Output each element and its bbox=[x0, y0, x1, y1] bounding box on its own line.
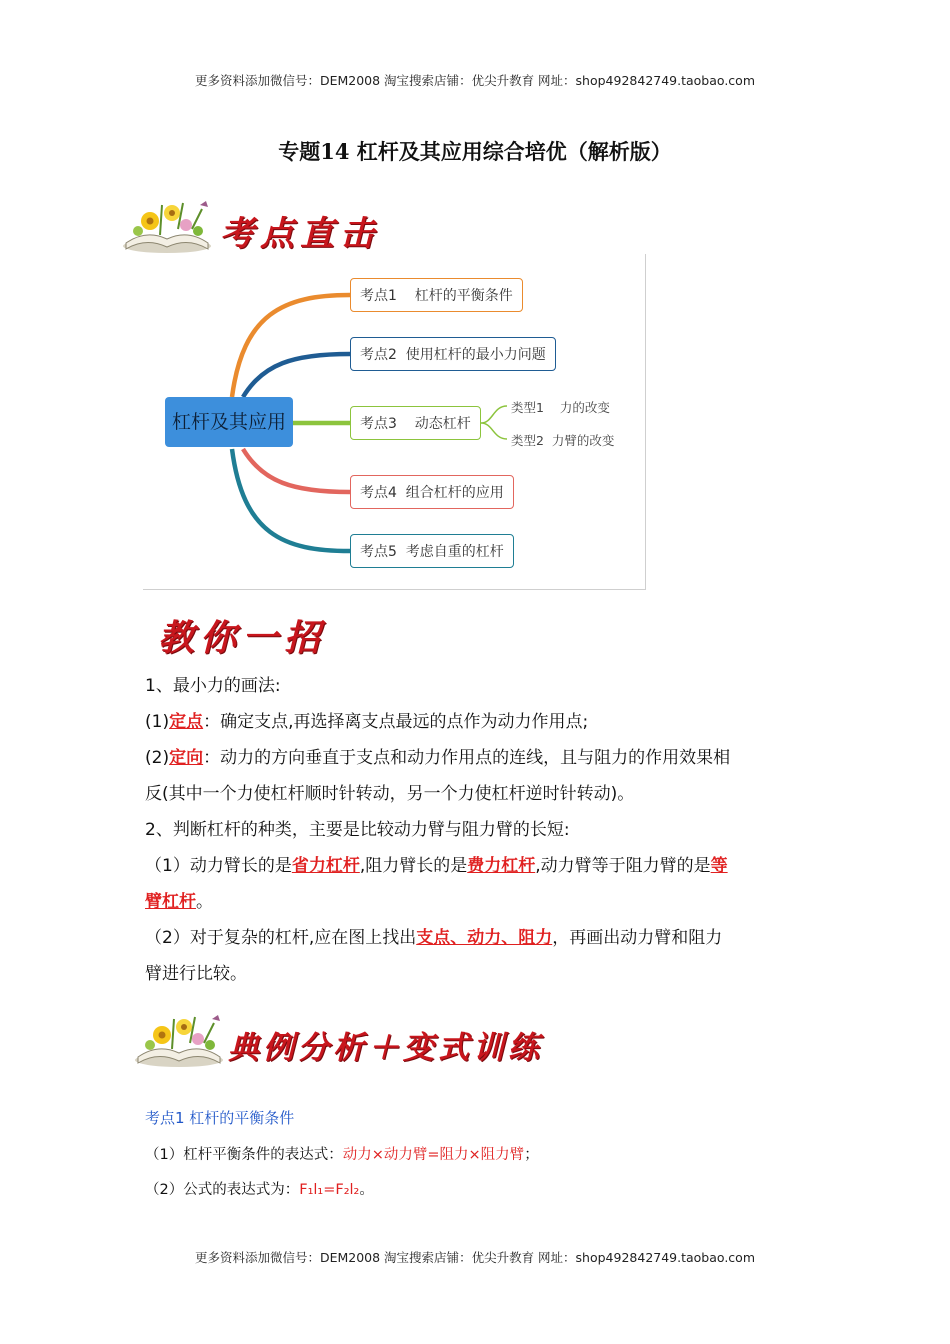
balance-formula-symbolic: F₁l₁=F₂l₂ bbox=[299, 1182, 360, 1198]
banner-kaodian-title: 考点直击 bbox=[220, 214, 380, 254]
keyword-dingxiang: 定向 bbox=[169, 748, 204, 768]
tips-line-9: 臂进行比较。 bbox=[145, 964, 247, 984]
mindmap-topic-4: 考点4 组合杠杆的应用 bbox=[350, 475, 514, 509]
book-flower-icon bbox=[120, 199, 215, 254]
tips-line-6: （1）动力臂长的是省力杠杆,阻力臂长的是费力杠杆,动力臂等于阻力臂的是等 bbox=[145, 856, 728, 876]
keyword-dengbi-2: 臂杠杆 bbox=[145, 892, 196, 912]
book-flower-icon bbox=[132, 1010, 227, 1068]
keyword-elements: 支点、动力、阻力 bbox=[416, 928, 553, 948]
mindmap-topic-2: 考点2 使用杠杆的最小力问题 bbox=[350, 337, 556, 371]
mindmap-root: 杠杆及其应用 bbox=[165, 397, 293, 447]
tips-line-3: (2)定向：动力的方向垂直于支点和动力作用点的连线，且与阻力的作用效果相 bbox=[145, 748, 731, 768]
kd1-line-2: （2）公式的表达式为：F₁l₁=F₂l₂。 bbox=[145, 1182, 374, 1198]
keyword-dengbi-1: 等 bbox=[710, 856, 728, 876]
mindmap-subtopic-2: 类型2 力臂的改变 bbox=[511, 433, 615, 448]
mindmap-topic-3: 考点3 动态杠杆 bbox=[350, 406, 481, 440]
tips-line-7: 臂杠杆。 bbox=[145, 892, 213, 912]
mindmap-subtopic-1: 类型1 力的改变 bbox=[511, 400, 610, 415]
tips-line-4: 反(其中一个力使杠杆顺时针转动，另一个力使杠杆逆时针转动)。 bbox=[145, 784, 635, 804]
keyword-feili: 费力杠杆 bbox=[467, 856, 536, 876]
page-header: 更多资料添加微信号：DEM2008 淘宝搜索店铺：优尖升教育 网址：shop492842749.taobao.com bbox=[194, 73, 756, 88]
banner-jiaoni-title: 教你一招 bbox=[158, 617, 327, 659]
keyword-dingdian: 定点 bbox=[169, 712, 204, 732]
mindmap-topic-1: 考点1 杠杆的平衡条件 bbox=[350, 278, 523, 312]
tips-line-5: 2、判断杠杆的种类，主要是比较动力臂与阻力臂的长短: bbox=[145, 820, 570, 840]
tips-line-8: （2）对于复杂的杠杆,应在图上找出支点、动力、阻力，再画出动力臂和阻力 bbox=[145, 928, 723, 948]
banner-dianli-title: 典例分析＋变式训练 bbox=[228, 1030, 543, 1066]
page-footer: 更多资料添加微信号：DEM2008 淘宝搜索店铺：优尖升教育 网址：shop492842749.taobao.com bbox=[194, 1250, 756, 1265]
balance-formula-text: 动力×动力臂=阻力×阻力臂 bbox=[342, 1147, 525, 1163]
keyword-shengli: 省力杠杆 bbox=[291, 856, 360, 876]
kd1-line-1: （1）杠杆平衡条件的表达式：动力×动力臂=阻力×阻力臂； bbox=[145, 1147, 539, 1163]
tips-body bbox=[145, 668, 825, 992]
document-title: 专题14 杠杆及其应用综合培优（解析版） bbox=[278, 139, 672, 164]
tips-line-2: (1)定点：确定支点,再选择离支点最远的点作为动力作用点; bbox=[145, 712, 589, 732]
section-heading-kd1: 考点1 杠杆的平衡条件 bbox=[145, 1109, 295, 1127]
tips-line-1: 1、最小力的画法: bbox=[145, 676, 281, 696]
mindmap-topic-5: 考点5 考虑自重的杠杆 bbox=[350, 534, 514, 568]
